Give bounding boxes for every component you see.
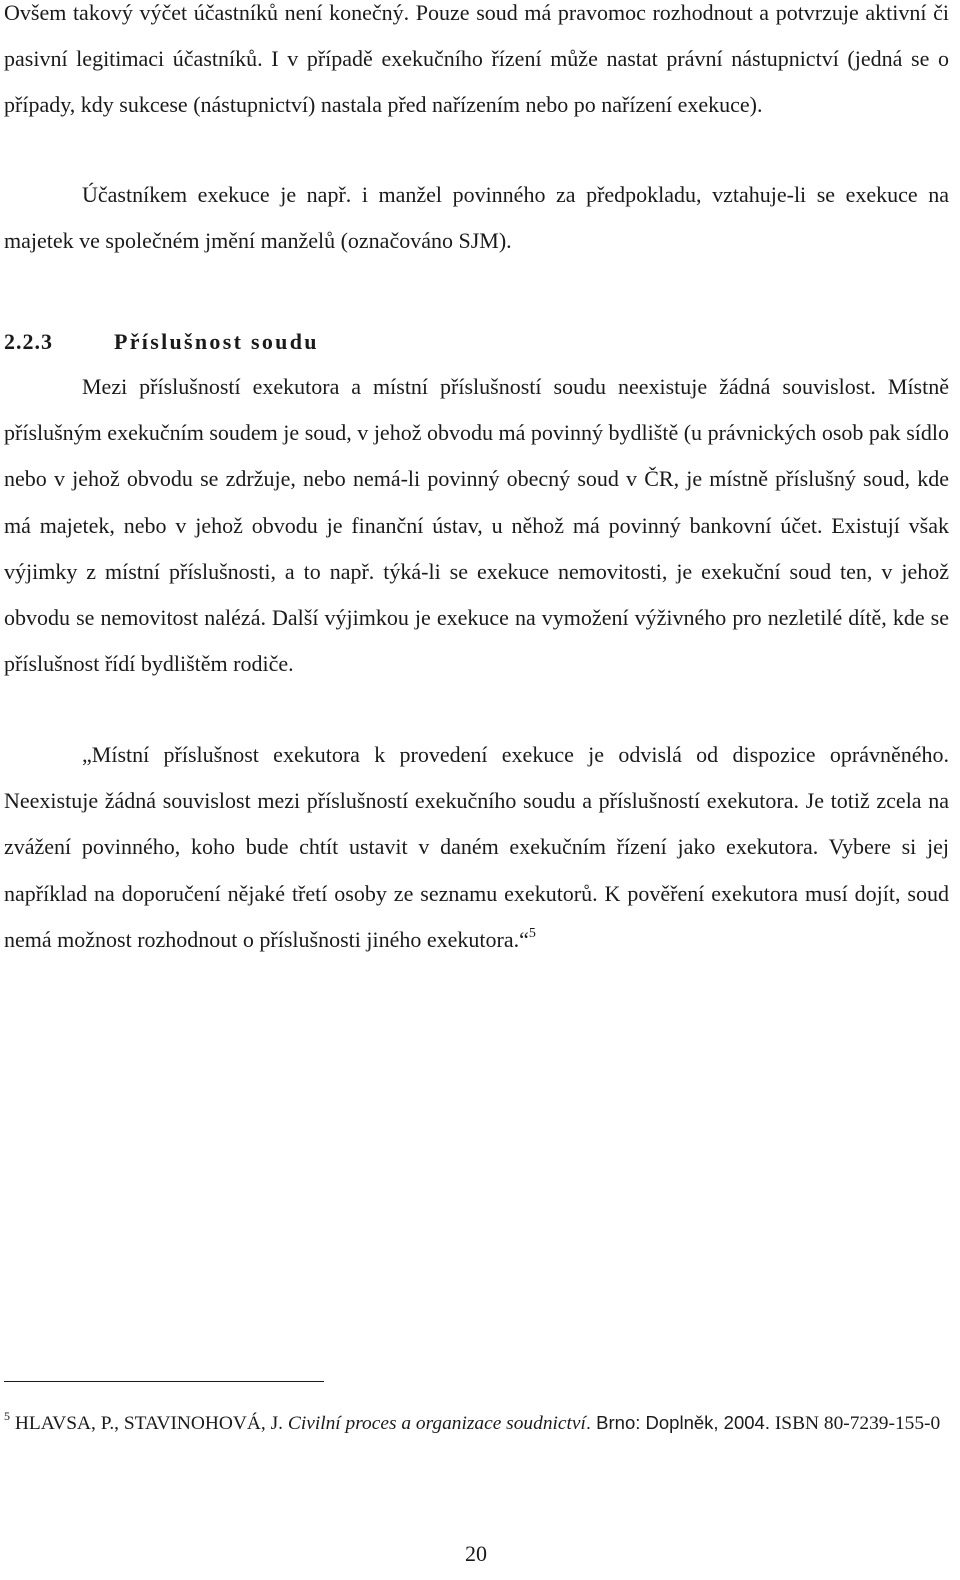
quote-text: „Místní příslušnost exekutora k provedení exekuce je odvislá od dispozice oprávněného. Neexistuje žádná souvislost mezi příslušností exekučního soudu a příslušností exekutora. Je totiž zcela na zvážení povinného, koho bude chtít ustavit v daném exekučním řízení jako exekutora. Vybere si jej například na doporučení nějaké třetí osoby ze seznamu exekutorů. K pověření exekutora musí dojít, soud nemá možnost rozhodnout o příslušnosti jiného exekutora.“ (4, 742, 949, 952)
section-number: 2.2.3 (4, 329, 53, 354)
section-heading (4, 319, 949, 365)
section-title: Příslušnost soudu (114, 329, 319, 354)
footnote-publisher: . Brno: Doplněk, 2004. (585, 1412, 770, 1433)
footnote-separator (4, 1381, 324, 1382)
paragraph-quote-executor (4, 732, 949, 963)
page-number: 20 (465, 1541, 487, 1566)
paragraph-local-jurisdiction: Mezi příslušností exekutora a místní příslušností soudu neexistuje žádná souvislost. Místně příslušným exekučním soudem je soud, v jehož obvodu má povinný bydliště (u právnických osob pak sídlo nebo v jehož obvodu se zdržuje, nebo nemá-li povinný obecný soud v ČR, je místně příslušný soud, kde má majetek, nebo v jehož obvodu je finanční ústav, u něhož má povinný bankovní účet. Existují však výjimky z místní příslušnosti, a to např. týká-li se exekuce nemovitosti, je exekuční soud ten, v jehož obvodu se nemovitost nalézá. Další výjimkou je exekuce na vymožení výživného pro nezletilé dítě, kde se příslušnost řídí bydlištěm rodiče. (4, 374, 949, 677)
footnote (4, 1404, 949, 1442)
footnote-authors: HLAVSA, P., STAVINOHOVÁ, J. (14, 1413, 284, 1434)
paragraph-spouse-participant: Účastníkem exekuce je např. i manžel povinného za předpokladu, vztahuje-li se exekuce na majetek ve společném jmění manželů (označováno SJM). (4, 182, 949, 254)
footnote-isbn: ISBN 80-7239-155-0 (774, 1413, 941, 1434)
footnote-reference[interactable]: 5 (528, 925, 536, 941)
footnote-work-title: Civilní proces a organizace soudnictví (287, 1413, 586, 1434)
footnote-marker: 5 (4, 1409, 10, 1423)
paragraph-participants-list: Ovšem takový výčet účastníků není konečný. Pouze soud má pravomoc rozhodnout a potvrzuje aktivní či pasivní legitimaci účastníků. I v případě exekučního řízení může nastat právní nástupnictví (jedná se o případy, kdy sukcese (nástupnictví) nastala před nařízením nebo po nařízení exekuce). (4, 0, 949, 118)
